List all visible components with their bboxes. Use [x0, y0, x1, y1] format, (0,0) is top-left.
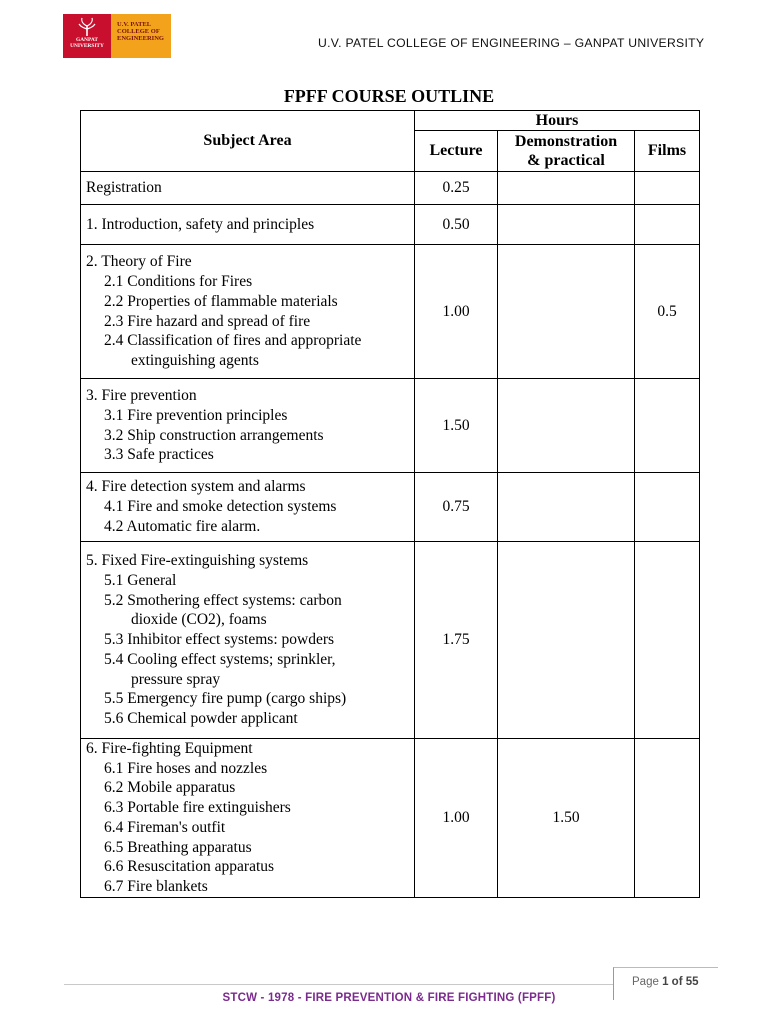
subject-cell — [81, 473, 415, 542]
lecture-hours-cell: 0.75 — [415, 473, 498, 542]
subject-subitem: 3.1 Fire prevention principles — [104, 406, 288, 424]
table-row — [81, 379, 700, 473]
subject-subitem: 6.1 Fire hoses and nozzles — [104, 759, 268, 777]
demo-hours-cell — [498, 245, 635, 379]
lecture-hours-cell: 1.00 — [415, 245, 498, 379]
subject-title: 5. Fixed Fire-extinguishing systems — [86, 552, 309, 570]
subject-subitem: 6.5 Breathing apparatus — [104, 838, 252, 856]
lecture-hours-cell: 0.25 — [415, 172, 498, 205]
subject-subitem: 6.4 Fireman's outfit — [104, 818, 226, 836]
subject-title: 6. Fire-fighting Equipment — [86, 740, 253, 757]
subject-subitem: 5.2 Smothering effect systems: carbon — [104, 591, 342, 609]
table-row — [81, 245, 700, 379]
subject-subitem: 3.2 Ship construction arrangements — [104, 426, 324, 444]
subject-subitem: 5.5 Emergency fire pump (cargo ships) — [104, 690, 347, 708]
header-demonstration: Demonstration & practical — [498, 131, 635, 172]
subject-title: 4. Fire detection system and alarms — [86, 478, 306, 496]
header-hours: Hours — [415, 111, 700, 131]
header-films: Films — [635, 131, 700, 172]
lecture-hours-cell: 1.75 — [415, 542, 498, 739]
header-lecture: Lecture — [415, 131, 498, 172]
subject-subitem: 4.1 Fire and smoke detection systems — [104, 498, 337, 516]
institution-name: U.V. PATEL COLLEGE OF ENGINEERING – GANPAT UNIVERSITY — [318, 36, 705, 50]
table-row — [81, 739, 700, 898]
logo-emblem-panel — [63, 14, 111, 58]
logo-college-text: U.V. PATEL COLLEGE OF ENGINEERING — [117, 21, 164, 42]
table-row — [81, 473, 700, 542]
document-title: FPFF COURSE OUTLINE — [283, 86, 495, 106]
subject-subitem: 4.2 Automatic fire alarm. — [104, 517, 261, 535]
lecture-hours-cell: 1.50 — [415, 379, 498, 473]
subject-title: 3. Fire prevention — [86, 387, 197, 405]
demo-hours-cell — [498, 172, 635, 205]
table-row — [81, 542, 700, 739]
subject-subitem: 6.6 Resuscitation apparatus — [104, 858, 275, 876]
demo-hours-cell — [498, 379, 635, 473]
subject-subitem: 5.6 Chemical powder applicant — [104, 709, 298, 727]
films-hours-cell — [635, 205, 700, 245]
table-row — [81, 205, 700, 245]
lecture-hours-cell: 0.50 — [415, 205, 498, 245]
subject-title: 1. Introduction, safety and principles — [86, 215, 315, 233]
films-hours-cell — [635, 172, 700, 205]
subject-subitem: 6.2 Mobile apparatus — [104, 779, 236, 797]
page-number: Page 1 of 55 — [632, 976, 699, 988]
subject-cell — [81, 245, 415, 379]
films-hours-cell — [635, 739, 700, 898]
subject-title: 2. Theory of Fire — [86, 253, 192, 271]
subject-subitem: 5.1 General — [104, 572, 177, 590]
subject-cell — [81, 542, 415, 739]
university-logo — [63, 14, 171, 58]
subject-title: Registration — [86, 179, 162, 197]
subject-subitem: 3.3 Safe practices — [104, 446, 214, 464]
subject-subitem: 6.3 Portable fire extinguishers — [104, 799, 291, 817]
lecture-hours-cell: 1.00 — [415, 739, 498, 898]
subject-subitem: pressure spray — [131, 670, 221, 688]
logo-university-text: GANPAT UNIVERSITY — [70, 37, 104, 49]
films-hours-cell: 0.5 — [635, 245, 700, 379]
films-hours-cell — [635, 473, 700, 542]
course-footer: STCW - 1978 - FIRE PREVENTION & FIRE FIGHTING (FPFF) — [222, 992, 556, 1004]
subject-cell — [81, 205, 415, 245]
subject-subitem: 2.4 Classification of fires and appropriate — [104, 332, 362, 350]
subject-cell — [81, 739, 415, 898]
subject-subitem: 2.2 Properties of flammable materials — [104, 292, 338, 310]
demo-hours-cell: 1.50 — [498, 739, 635, 898]
subject-cell — [81, 172, 415, 205]
outline-rows — [81, 172, 700, 898]
subject-subitem: extinguishing agents — [131, 351, 259, 369]
subject-subitem: dioxide (CO2), foams — [131, 611, 267, 629]
demo-hours-cell — [498, 473, 635, 542]
subject-subitem: 5.3 Inhibitor effect systems: powders — [104, 631, 335, 649]
header-subject-area: Subject Area — [81, 111, 415, 172]
subject-subitem: 2.3 Fire hazard and spread of fire — [104, 312, 311, 330]
subject-subitem: 6.7 Fire blankets — [104, 877, 208, 895]
demo-hours-cell — [498, 205, 635, 245]
table-row — [81, 172, 700, 205]
films-hours-cell — [635, 379, 700, 473]
tree-emblem-icon — [77, 17, 97, 37]
course-outline-table — [80, 110, 700, 898]
subject-subitem: 5.4 Cooling effect systems; sprinkler, — [104, 650, 336, 668]
films-hours-cell — [635, 542, 700, 739]
subject-cell — [81, 379, 415, 473]
footer-rule — [64, 984, 613, 985]
subject-subitem: 2.1 Conditions for Fires — [104, 273, 253, 291]
demo-hours-cell — [498, 542, 635, 739]
logo-college-panel — [111, 14, 171, 58]
